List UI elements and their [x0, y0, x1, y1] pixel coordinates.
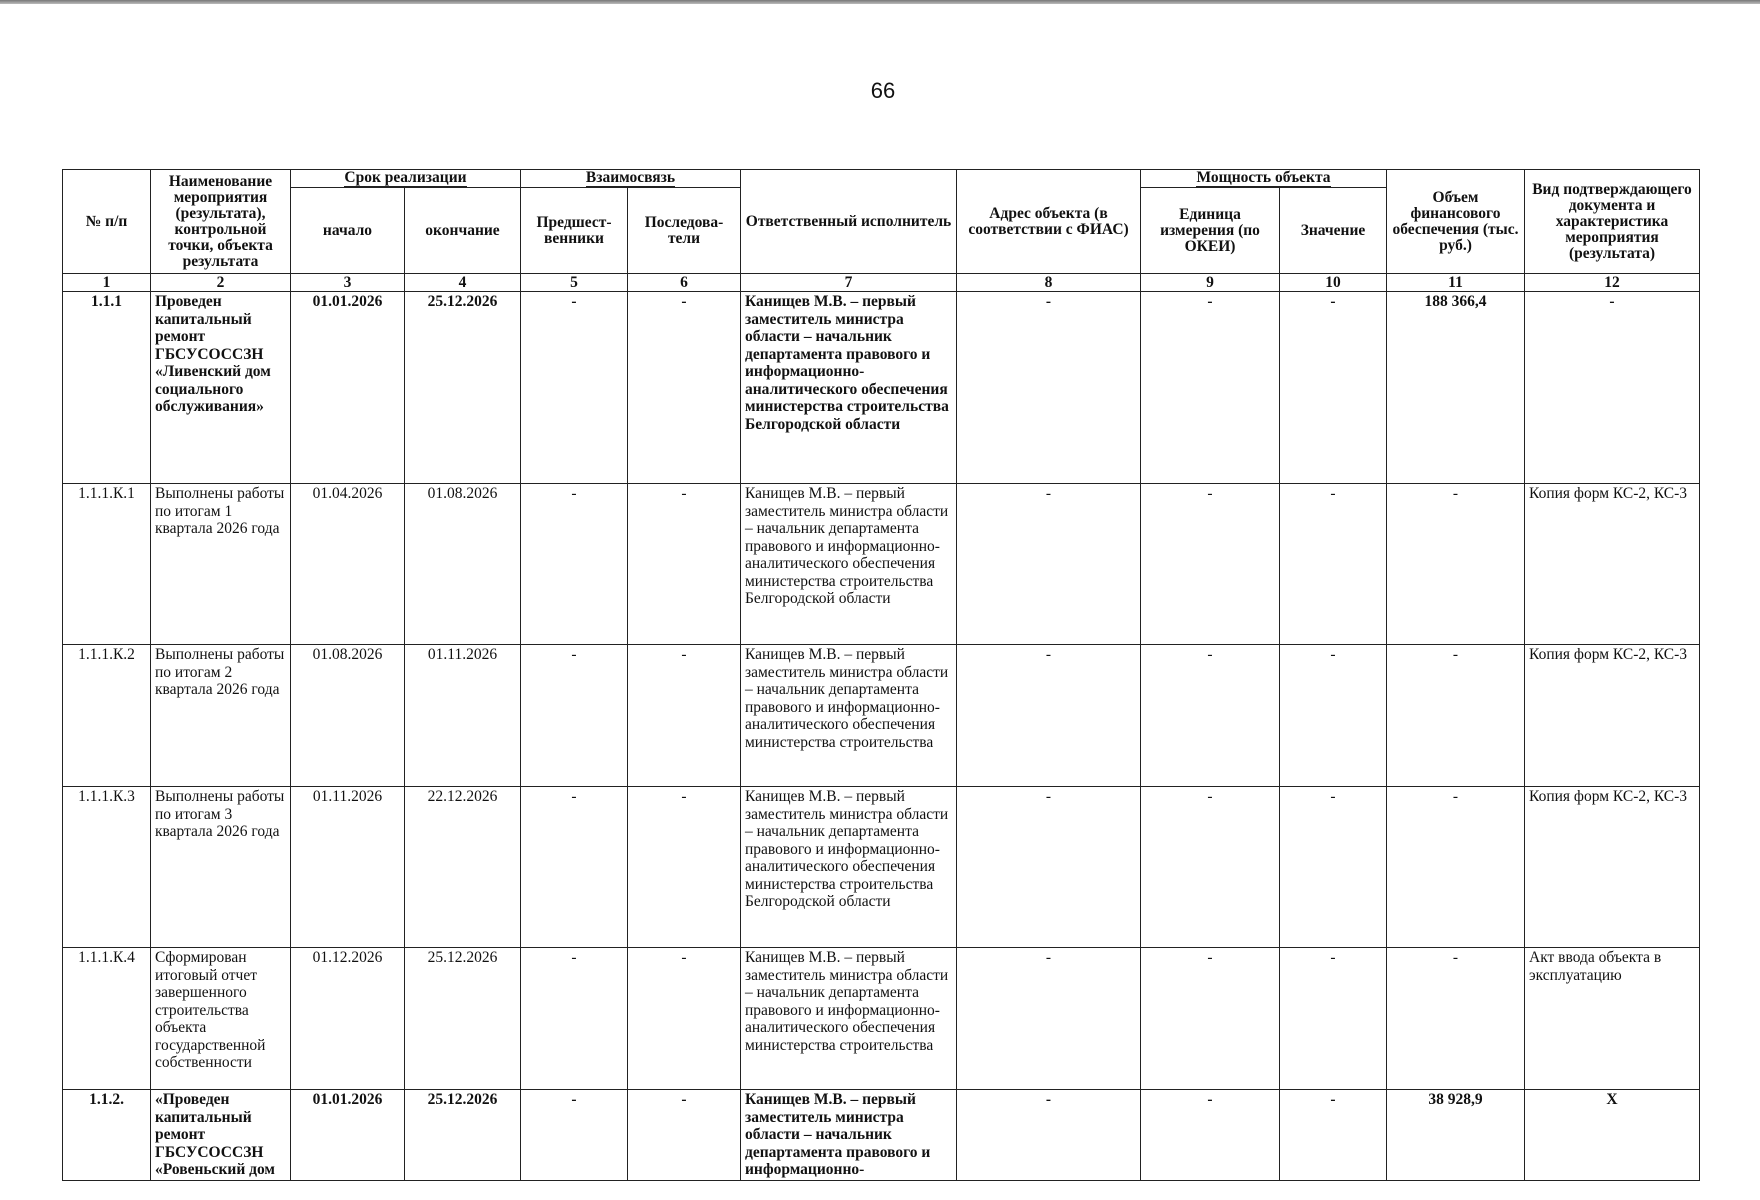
cell-no: 1.1.2. [63, 1090, 151, 1181]
cell-document: Акт ввода объекта в эксплуатацию [1525, 948, 1700, 1090]
cell-name: Сформирован итоговый отчет завершенного строительства объекта государственной собственности [151, 948, 291, 1090]
header-period-end: окончание [405, 188, 521, 274]
page-number: 66 [870, 78, 896, 103]
cell-no: 1.1.1.К.1 [63, 484, 151, 645]
cell-unit: - [1141, 948, 1280, 1090]
header-financing: Объем финансового обеспечения (тыс. руб.) [1387, 170, 1525, 274]
table-row [63, 1090, 1700, 1181]
column-number: 7 [741, 274, 957, 292]
cell-start: 01.04.2026 [291, 484, 405, 645]
header-successors: Последова-тели [628, 188, 741, 274]
cell-address: - [957, 484, 1141, 645]
cell-end: 22.12.2026 [405, 787, 521, 948]
cell-address: - [957, 1090, 1141, 1181]
cell-predecessors: - [521, 645, 628, 787]
column-number: 12 [1525, 274, 1700, 292]
cell-name: Выполнены работы по итогам 2 квартала 2026 года [151, 645, 291, 787]
header-relation-group: Взаимосвязь [521, 170, 741, 188]
cell-responsible: Канищев М.В. – первый заместитель министра области – начальник департамента правового и информационно-аналитического обеспечения министерства строительства [741, 948, 957, 1090]
cell-value: - [1280, 645, 1387, 787]
column-number: 6 [628, 274, 741, 292]
cell-end: 01.11.2026 [405, 645, 521, 787]
header-value: Значение [1280, 188, 1387, 274]
cell-name: Выполнены работы по итогам 3 квартала 2026 года [151, 787, 291, 948]
column-number: 3 [291, 274, 405, 292]
cell-document: Х [1525, 1090, 1700, 1181]
cell-predecessors: - [521, 292, 628, 484]
cell-document: Копия форм КС-2, КС-3 [1525, 787, 1700, 948]
column-number: 5 [521, 274, 628, 292]
column-number: 8 [957, 274, 1141, 292]
cell-name: Выполнены работы по итогам 1 квартала 2026 года [151, 484, 291, 645]
cell-responsible: Канищев М.В. – первый заместитель министра области – начальник департамента правового и информационно-аналитического обеспечения министерства строительства [741, 645, 957, 787]
cell-unit: - [1141, 292, 1280, 484]
table-row [63, 645, 1700, 787]
cell-address: - [957, 645, 1141, 787]
cell-start: 01.08.2026 [291, 645, 405, 787]
cell-predecessors: - [521, 484, 628, 645]
cell-responsible: Канищев М.В. – первый заместитель министра области – начальник департамента правового и информационно-аналитического обеспечения министерства строительства Белгородской области [741, 787, 957, 948]
cell-end: 01.08.2026 [405, 484, 521, 645]
cell-end: 25.12.2026 [405, 948, 521, 1090]
cell-financing: - [1387, 948, 1525, 1090]
header-address: Адрес объекта (в соответствии с ФИАС) [957, 170, 1141, 274]
cell-responsible: Канищев М.В. – первый заместитель министра области – начальник департамента правового и информационно- [741, 1090, 957, 1181]
cell-responsible: Канищев М.В. – первый заместитель министра области – начальник департамента правового и информационно-аналитического обеспечения министерства строительства Белгородской области [741, 484, 957, 645]
cell-no: 1.1.1.К.3 [63, 787, 151, 948]
cell-unit: - [1141, 1090, 1280, 1181]
cell-start: 01.01.2026 [291, 1090, 405, 1181]
cell-document: Копия форм КС-2, КС-3 [1525, 645, 1700, 787]
column-number: 10 [1280, 274, 1387, 292]
cell-successors: - [628, 948, 741, 1090]
cell-responsible: Канищев М.В. – первый заместитель министра области – начальник департамента правового и информационно-аналитического обеспечения министерства строительства Белгородской области [741, 292, 957, 484]
header-no: № п/п [63, 170, 151, 274]
cell-successors: - [628, 292, 741, 484]
cell-financing: - [1387, 645, 1525, 787]
cell-name: «Проведен капитальный ремонт ГБСУСОССЗН «Ровеньский дом [151, 1090, 291, 1181]
cell-no: 1.1.1.К.4 [63, 948, 151, 1090]
column-number: 4 [405, 274, 521, 292]
cell-start: 01.01.2026 [291, 292, 405, 484]
table-header [63, 170, 1700, 292]
cell-unit: - [1141, 787, 1280, 948]
cell-successors: - [628, 787, 741, 948]
cell-successors: - [628, 484, 741, 645]
column-number: 11 [1387, 274, 1525, 292]
cell-predecessors: - [521, 1090, 628, 1181]
cell-value: - [1280, 948, 1387, 1090]
cell-unit: - [1141, 645, 1280, 787]
cell-predecessors: - [521, 948, 628, 1090]
header-period-start: начало [291, 188, 405, 274]
cell-document: Копия форм КС-2, КС-3 [1525, 484, 1700, 645]
activity-plan-table [62, 169, 1700, 1181]
cell-financing: - [1387, 787, 1525, 948]
header-name: Наименование мероприятия (результата), контрольной точки, объекта результата [151, 170, 291, 274]
cell-end: 25.12.2026 [405, 1090, 521, 1181]
header-period-group: Срок реализации [291, 170, 521, 188]
cell-end: 25.12.2026 [405, 292, 521, 484]
cell-start: 01.11.2026 [291, 787, 405, 948]
header-unit: Единица измерения (по ОКЕИ) [1141, 188, 1280, 274]
cell-predecessors: - [521, 787, 628, 948]
page-top-edge [0, 0, 1760, 4]
table-row [63, 787, 1700, 948]
header-responsible: Ответственный исполнитель [741, 170, 957, 274]
column-number: 9 [1141, 274, 1280, 292]
cell-financing: 188 366,4 [1387, 292, 1525, 484]
cell-name: Проведен капитальный ремонт ГБСУСОССЗН «Ливенский дом социального обслуживания» [151, 292, 291, 484]
cell-value: - [1280, 292, 1387, 484]
cell-no: 1.1.1.К.2 [63, 645, 151, 787]
table-row [63, 948, 1700, 1090]
cell-value: - [1280, 1090, 1387, 1181]
cell-no: 1.1.1 [63, 292, 151, 484]
cell-address: - [957, 948, 1141, 1090]
header-document: Вид подтверждающего документа и характеристика мероприятия (результата) [1525, 170, 1700, 274]
cell-unit: - [1141, 484, 1280, 645]
column-number: 1 [63, 274, 151, 292]
column-number: 2 [151, 274, 291, 292]
table-row [63, 292, 1700, 484]
header-predecessors: Предшест-венники [521, 188, 628, 274]
table-row [63, 484, 1700, 645]
cell-value: - [1280, 787, 1387, 948]
cell-address: - [957, 292, 1141, 484]
cell-value: - [1280, 484, 1387, 645]
cell-start: 01.12.2026 [291, 948, 405, 1090]
cell-successors: - [628, 645, 741, 787]
table-body [63, 292, 1700, 1181]
column-numbers-row [63, 274, 1700, 292]
cell-address: - [957, 787, 1141, 948]
cell-successors: - [628, 1090, 741, 1181]
header-capacity-group: Мощность объекта [1141, 170, 1387, 188]
cell-financing: - [1387, 484, 1525, 645]
cell-financing: 38 928,9 [1387, 1090, 1525, 1181]
cell-document: - [1525, 292, 1700, 484]
